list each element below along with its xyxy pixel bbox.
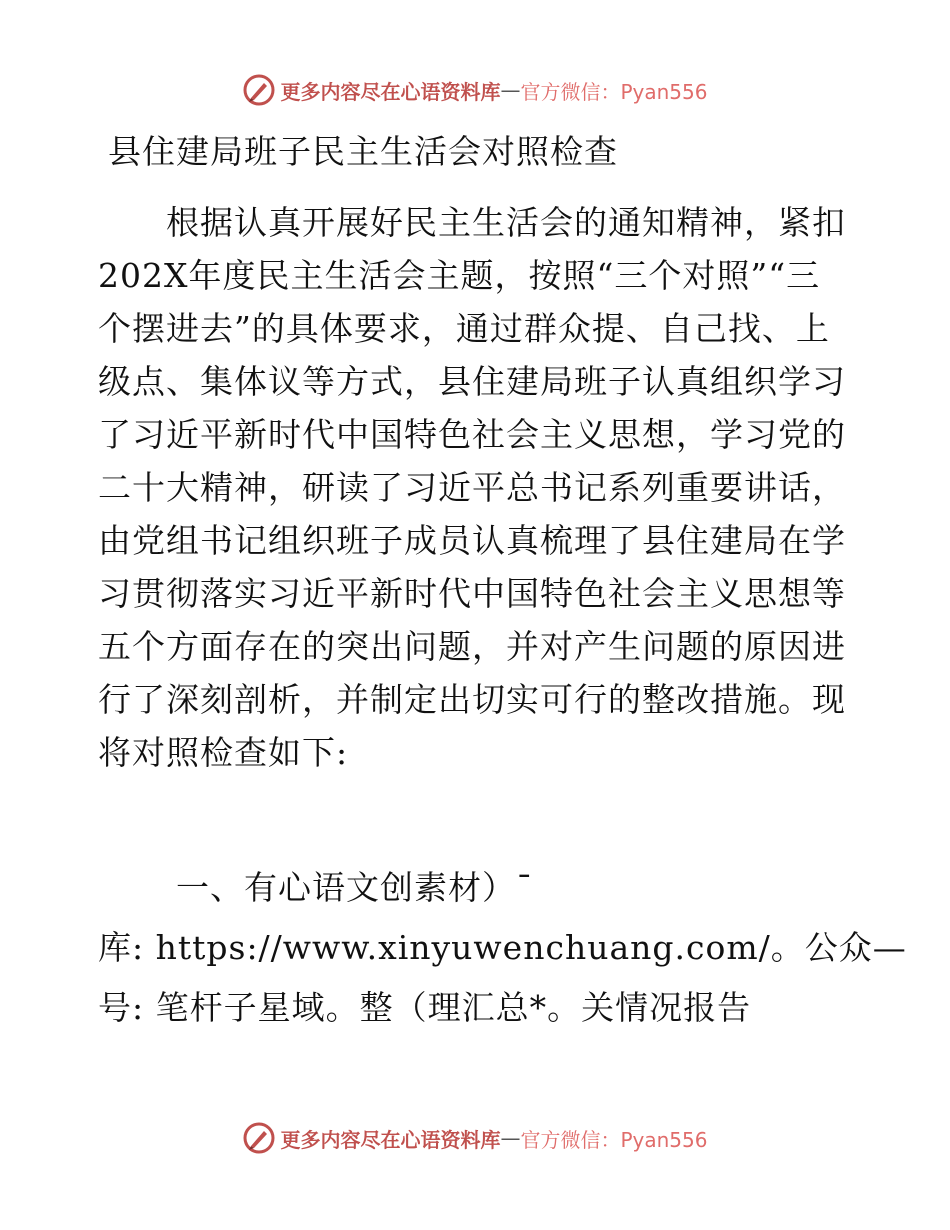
- paragraph-line: 根据认真开展好民主生活会的通知精神，紧扣: [98, 203, 846, 242]
- header-banner: [0, 70, 950, 110]
- pen-logo-icon: [242, 1121, 276, 1155]
- banner-main-text: 更多内容尽在心语资料库: [280, 1127, 501, 1152]
- banner-separator: —: [500, 78, 521, 102]
- document-paragraph: [98, 196, 858, 779]
- paragraph-line: 将对照检查如下:: [98, 733, 349, 772]
- paragraph-line: 五个方面存在的突出问题，并对产生问题的原因进: [98, 627, 846, 666]
- paragraph-line: 行了深刻剖析，并制定出切实可行的整改措施。现: [98, 680, 846, 719]
- banner-sub-text: 官方微信：Pyan556: [520, 79, 708, 104]
- banner-sub-text: 官方微信：Pyan556: [520, 1127, 708, 1152]
- section-heading: [98, 858, 907, 1038]
- section-line: 一、有心语文创素材）¯: [176, 868, 534, 907]
- section-line: 号: 笔杆子星域。整（理汇总*。关情况报告: [98, 988, 752, 1027]
- paragraph-line: 习贯彻落实习近平新时代中国特色社会主义思想等: [98, 574, 846, 613]
- section-line: 库: https://www.xinyuwenchuang.com/。公众—: [98, 928, 907, 967]
- paragraph-line: 二十大精神，研读了习近平总书记系列重要讲话，: [98, 468, 846, 507]
- paragraph-line: 了习近平新时代中国特色社会主义思想，学习党的: [98, 415, 846, 454]
- footer-banner: [0, 1118, 950, 1158]
- banner-main-text: 更多内容尽在心语资料库: [280, 79, 501, 104]
- paragraph-line: 级点、集体议等方式，县住建局班子认真组织学习: [98, 362, 846, 401]
- pen-logo-icon: [242, 73, 276, 107]
- document-title: 县住建局班子民主生活会对照检查: [108, 132, 618, 171]
- banner-separator: —: [500, 1126, 521, 1150]
- paragraph-line: 202X年度民主生活会主题，按照“三个对照”“三: [98, 256, 821, 295]
- paragraph-line: 个摆进去”的具体要求，通过群众提、自己找、上: [98, 309, 830, 348]
- paragraph-line: 由党组书记组织班子成员认真梳理了县住建局在学: [98, 521, 846, 560]
